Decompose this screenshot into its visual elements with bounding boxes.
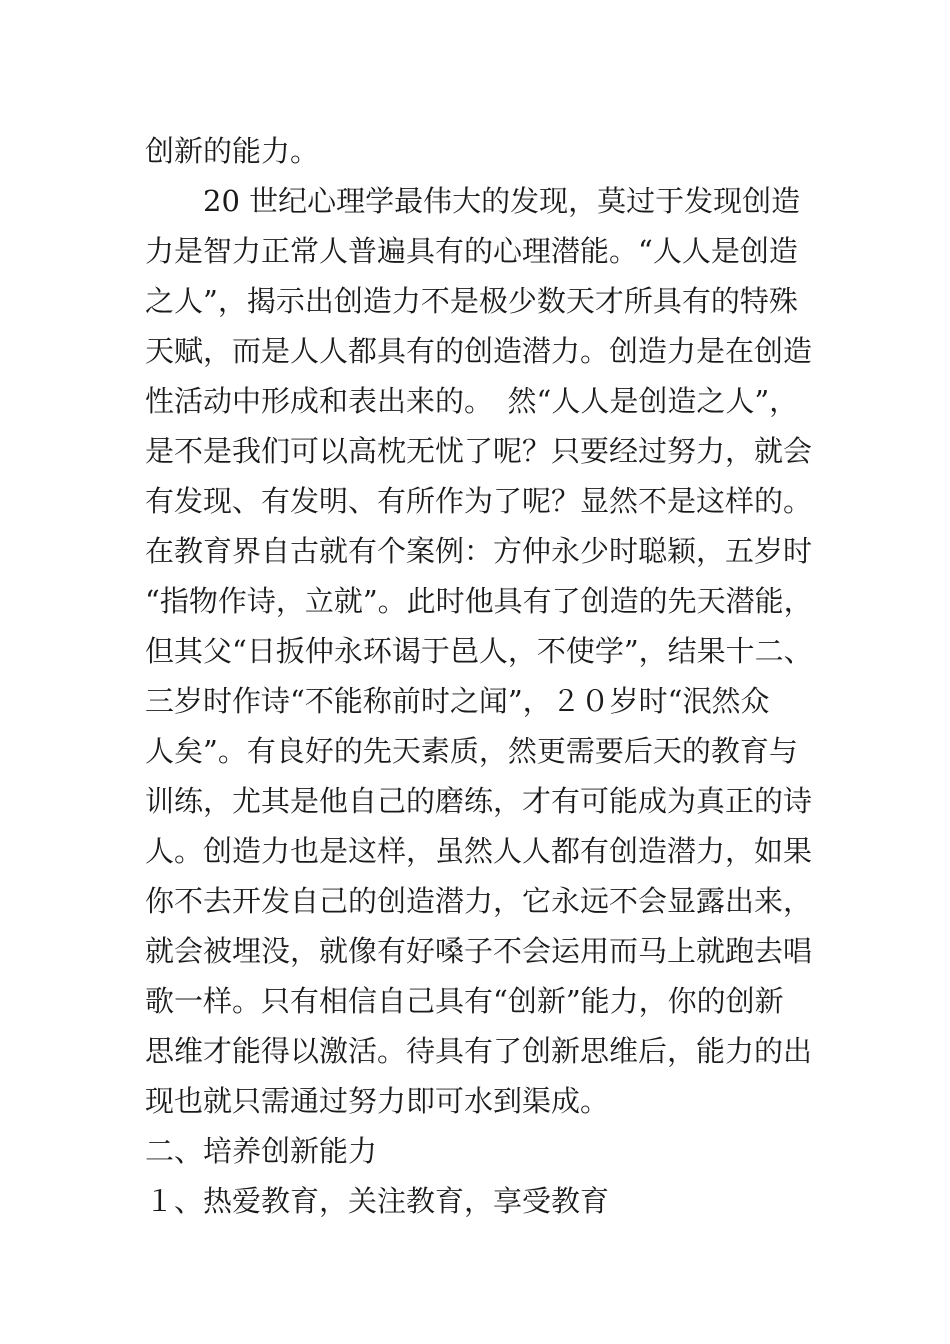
text-line: 但其父“日扳仲永环谒于邑人，不使学”，结果十二、 — [145, 634, 813, 668]
text-line: 三岁时作诗“不能称前时之闻”，２０岁时“泯然众 — [145, 684, 770, 718]
text-line: 力是智力正常人普遍具有的心理潜能。“人人是创造 — [145, 234, 798, 268]
text-line: “指物作诗，立就”。此时他具有了创造的先天潜能， — [145, 584, 813, 618]
text-line: 创新的能力。 — [145, 134, 320, 168]
text-line: 天赋，而是人人都具有的创造潜力。创造力是在创造 — [145, 334, 813, 368]
section-heading: 二、培养创新能力 — [145, 1134, 378, 1168]
text-line: 人。创造力也是这样，虽然人人都有创造潜力，如果 — [145, 834, 813, 868]
text-line: 20 世纪心理学最伟大的发现，莫过于发现创造 — [145, 184, 801, 218]
text-line: 现也就只需通过努力即可水到渠成。 — [145, 1084, 610, 1118]
text-line: 性活动中形成和表出来的。 然“人人是创造之人”， — [145, 384, 799, 418]
text-line: 之人”，揭示出创造力不是极少数天才所具有的特殊 — [145, 284, 798, 318]
subsection-heading: １、热爱教育，关注教育，享受教育 — [145, 1184, 610, 1218]
text-line: 训练，尤其是他自己的磨练，才有可能成为真正的诗 — [145, 784, 813, 818]
text-line: 是不是我们可以高枕无忧了呢？只要经过努力，就会 — [145, 434, 813, 468]
text-line: 有发现、有发明、有所作为了呢？显然不是这样的。 — [145, 484, 813, 518]
text-line: 歌一样。只有相信自己具有“创新”能力，你的创新 — [145, 984, 784, 1018]
text-line: 在教育界自古就有个案例：方仲永少时聪颖，五岁时 — [145, 534, 813, 568]
text-line: 思维才能得以激活。待具有了创新思维后，能力的出 — [145, 1034, 813, 1068]
text-line: 人矣”。有良好的先天素质，然更需要后天的教育与 — [145, 734, 798, 768]
text-line: 你不去开发自己的创造潜力，它永远不会显露出来， — [145, 884, 813, 918]
text-line: 就会被埋没，就像有好嗓子不会运用而马上就跑去唱 — [145, 934, 813, 968]
